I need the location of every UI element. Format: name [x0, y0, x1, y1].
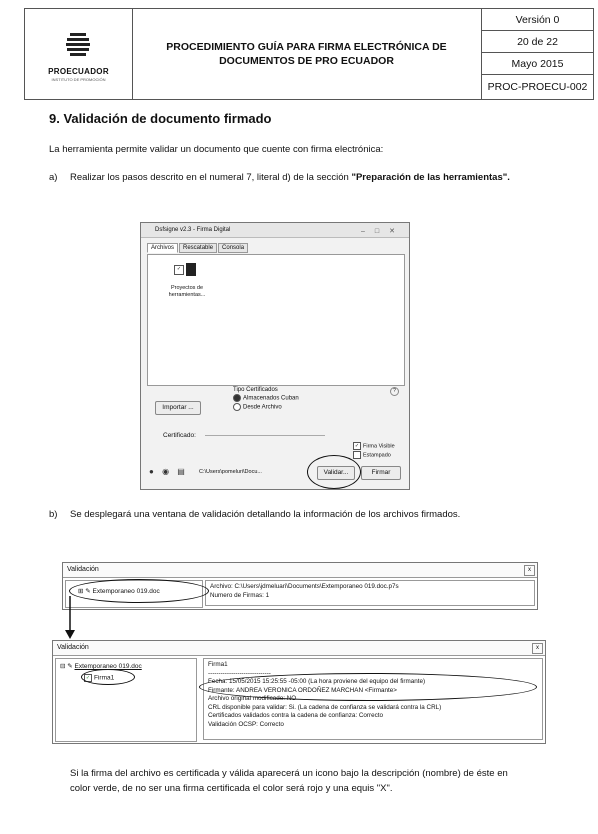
archivo-line: Archivo: C:\Users\jdmeluari\Documents\Extemporaneo 019.doc.p7s [210, 583, 399, 590]
validation-window-large [52, 640, 546, 744]
settings-icon[interactable]: ◉ [162, 467, 170, 476]
checkbox-group [353, 442, 395, 461]
chk-estampado-label: Estampado [363, 452, 391, 459]
detail-line: Fecha: 15/05/2015 15:25:55 -05:00 (La hora proviene del equipo del firmante) [208, 678, 426, 685]
intro-text: La herramienta permite validar un documento que cuente con firma electrónica: [49, 144, 384, 155]
validar-highlight-ellipse [307, 455, 361, 489]
checkbox-icon: ✓ [354, 443, 360, 449]
item-highlight-ellipse [69, 579, 209, 603]
tree-item[interactable]: ⊞ ✎ Extemporaneo 019.doc [78, 588, 160, 595]
info-icon[interactable]: ● [149, 467, 154, 476]
radio-desde-archivo[interactable] [233, 403, 299, 412]
path-text: C:\Users\pomeluri\Docu... [199, 469, 262, 475]
step-a-body: Realizar los pasos descrito en el numeral 7, literal d) de la sección [70, 172, 352, 183]
version: Versión 0 [482, 9, 593, 31]
tree-item-label: Extemporaneo 019.doc [92, 588, 160, 595]
firma-digital-window [140, 222, 410, 490]
document-header [24, 8, 594, 100]
bottom-icons [149, 467, 185, 476]
step-a-text [70, 171, 570, 185]
tab-archivos[interactable]: Archivos [147, 243, 178, 253]
check-icon: ✓ [85, 675, 91, 681]
detail-line: Archivo original modificado: NO [208, 695, 297, 702]
step-b-label: b) [49, 509, 58, 520]
details-pane [205, 580, 535, 606]
date: Mayo 2015 [482, 53, 593, 75]
file-label: Proyectos de herramientas... [168, 285, 206, 298]
cert-type-group [233, 386, 299, 411]
numero-line: Numero de Firmas: 1 [210, 591, 270, 599]
connector-arrow-icon [60, 596, 80, 640]
radio-1-label: Almacenados Cuban [243, 395, 299, 402]
firma-highlight-ellipse [81, 669, 135, 685]
detail-line: Firmante: ANDREA VERONICA ORDOÑEZ MARCHAN <Firmante> [208, 686, 397, 694]
fecha-firmante-highlight-ellipse [199, 673, 537, 701]
tree-item[interactable]: ⊟ ✎ Extemporaneo 019.doc [60, 663, 142, 670]
detail-line: Firma1 [208, 661, 228, 668]
page-number: 20 de 22 [482, 31, 593, 53]
tree-child-label: Firma1 [94, 674, 115, 682]
chk-firma-visible[interactable] [353, 442, 395, 451]
help-icon[interactable]: ? [390, 387, 399, 396]
radio-icon [233, 394, 241, 402]
cert-type-label: Tipo Certificados [233, 387, 278, 393]
chk-firma-visible-label: Firma Visible [363, 443, 395, 450]
section-heading: 9. Validación de documento firmado [49, 111, 272, 126]
pdf-file-icon[interactable] [174, 263, 204, 281]
window-title: Dsfsigne v2.3 - Firma Digital [155, 227, 231, 233]
import-button[interactable]: Importar ... [155, 401, 201, 415]
step-b-text: Se desplegará una ventana de validación detallando la información de los archivos firmados. [70, 509, 461, 520]
validation-title: Validación [53, 641, 545, 656]
chk-estampado[interactable] [353, 451, 395, 460]
pdf-icon [186, 263, 196, 276]
closing-text: Si la firma del archivo es certificada y válida aparecerá un icono bajo la descripción (nombre) de éste en color verde, de no ser una firma certificada el color será rojo y una equis "X". [70, 768, 508, 794]
file-check-icon: ✓ [174, 265, 184, 275]
detail-line: Certificados validados contra la cadena de confianza: Correcto [208, 712, 384, 719]
tree-item-label: Extemporaneo 019.doc [74, 663, 142, 670]
validation-title: Validación [63, 563, 537, 578]
radio-2-label: Desde Archivo [243, 404, 282, 411]
tab-rescatable[interactable]: Rescatable [179, 243, 217, 253]
radio-almacenados[interactable] [233, 394, 299, 403]
logo-cell [25, 9, 133, 99]
radio-icon [233, 403, 241, 411]
folder-icon[interactable]: ▤ [177, 467, 185, 476]
step-a-bold: "Preparación de las herramientas". [351, 172, 510, 183]
checkbox-icon [353, 451, 361, 459]
validar-button[interactable]: Validar... [317, 466, 355, 480]
close-icon[interactable]: x [532, 643, 543, 654]
proecuador-logo-icon [65, 31, 91, 57]
file-pane[interactable] [147, 254, 405, 386]
tab-consola[interactable]: Consola [218, 243, 248, 253]
detail-line: Validación OCSP: Correcto [208, 720, 284, 728]
firmar-button[interactable]: Firmar [361, 466, 401, 480]
detail-line: ------------------------------ [208, 669, 271, 677]
detail-line: CRL disponible para validar: Si. (La cadena de confianza se validará contra la CRL) [208, 703, 442, 711]
step-a-label: a) [49, 172, 58, 183]
window-titlebar [141, 223, 409, 238]
document-code: PROC-PROECU-002 [487, 81, 588, 93]
window-controls[interactable]: –□✕ [361, 228, 405, 235]
close-icon[interactable]: x [524, 565, 535, 576]
document-title: PROCEDIMIENTO GUÍA PARA FIRMA ELECTRÓNICA DE DOCUMENTOS DE PRO ECUADOR [132, 9, 482, 99]
logo-text: PROECUADOR [48, 67, 109, 76]
tab-bar [147, 243, 249, 253]
cert-field[interactable] [205, 435, 325, 436]
cert-label: Certificado: [163, 432, 196, 439]
validation-window-small [62, 562, 538, 610]
logo-subtext: INSTITUTO DE PROMOCIÓN [51, 77, 106, 82]
